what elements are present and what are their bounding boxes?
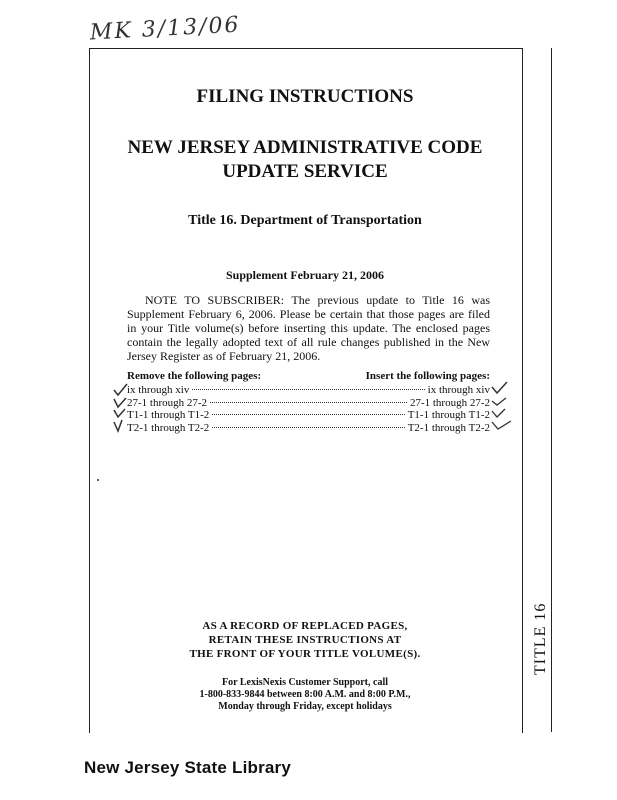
checkmark-icon xyxy=(113,407,129,419)
note-text: NOTE TO SUBSCRIBER: The previous update to Title 16 was Supplement February 6, 2006. Please be certain that those pages are filed in your Title volume(s) before inserting this update. The enclosed pages contain the legally adopted text of all rule changes published in the New Jersey Register as of February 21, 2006. xyxy=(127,293,490,363)
code-title-line-2: UPDATE SERVICE xyxy=(222,161,388,182)
scan-speck xyxy=(97,479,99,481)
table-row xyxy=(127,397,490,410)
table-row xyxy=(127,409,490,422)
checkmark-icon xyxy=(491,419,513,431)
remove-header: Remove the following pages: xyxy=(127,370,262,382)
page-title: FILING INSTRUCTIONS xyxy=(196,86,414,107)
supplement-date: Supplement February 21, 2006 xyxy=(225,268,384,282)
pages-table-header xyxy=(127,370,490,384)
remove-pages: ix through xiv xyxy=(127,384,190,396)
dot-leader xyxy=(210,402,407,403)
support-line-3: Monday through Friday, except holidays xyxy=(218,701,392,712)
dot-leader xyxy=(212,427,404,428)
table-row xyxy=(127,384,490,397)
checkmark-icon xyxy=(491,381,509,395)
remove-pages: T1-1 through T1-2 xyxy=(127,409,210,421)
record-notice-line-2: RETAIN THESE INSTRUCTIONS AT xyxy=(208,634,402,646)
dot-leader xyxy=(212,414,404,415)
pages-table xyxy=(127,370,490,434)
record-notice-line-3: THE FRONT OF YOUR TITLE VOLUME(S). xyxy=(189,648,421,660)
insert-pages: T1-1 through T1-2 xyxy=(407,409,490,421)
dot-leader xyxy=(192,389,424,390)
customer-support xyxy=(89,677,521,713)
insert-header: Insert the following pages: xyxy=(365,370,490,382)
insert-pages: ix through xiv xyxy=(427,384,490,396)
insert-pages: 27-1 through 27-2 xyxy=(409,396,490,409)
table-row xyxy=(127,422,490,435)
code-title xyxy=(89,136,521,184)
support-line-2: 1-800-833-9844 between 8:00 A.M. and 8:00 P.M., xyxy=(199,689,411,700)
remove-pages: T2-1 through T2-2 xyxy=(127,421,210,434)
note-to-subscriber xyxy=(127,293,490,363)
checkmark-icon xyxy=(113,419,129,433)
insert-pages: T2-1 through T2-2 xyxy=(407,421,490,434)
support-line-1: For LexisNexis Customer Support, call xyxy=(221,677,388,688)
record-notice xyxy=(89,619,521,661)
checkmark-icon xyxy=(491,407,509,419)
record-notice-line-1: AS A RECORD OF REPLACED PAGES, xyxy=(202,620,408,632)
remove-pages: 27-1 through 27-2 xyxy=(127,396,208,409)
checkmark-icon xyxy=(491,395,509,407)
handwritten-note: MK 3/13/06 xyxy=(89,12,242,46)
side-tab-label: TITLE 16 xyxy=(532,602,549,675)
library-stamp: New Jersey State Library xyxy=(84,758,292,777)
department-title: Title 16. Department of Transportation xyxy=(188,213,422,228)
code-title-line-1: NEW JERSEY ADMINISTRATIVE CODE xyxy=(127,137,483,158)
